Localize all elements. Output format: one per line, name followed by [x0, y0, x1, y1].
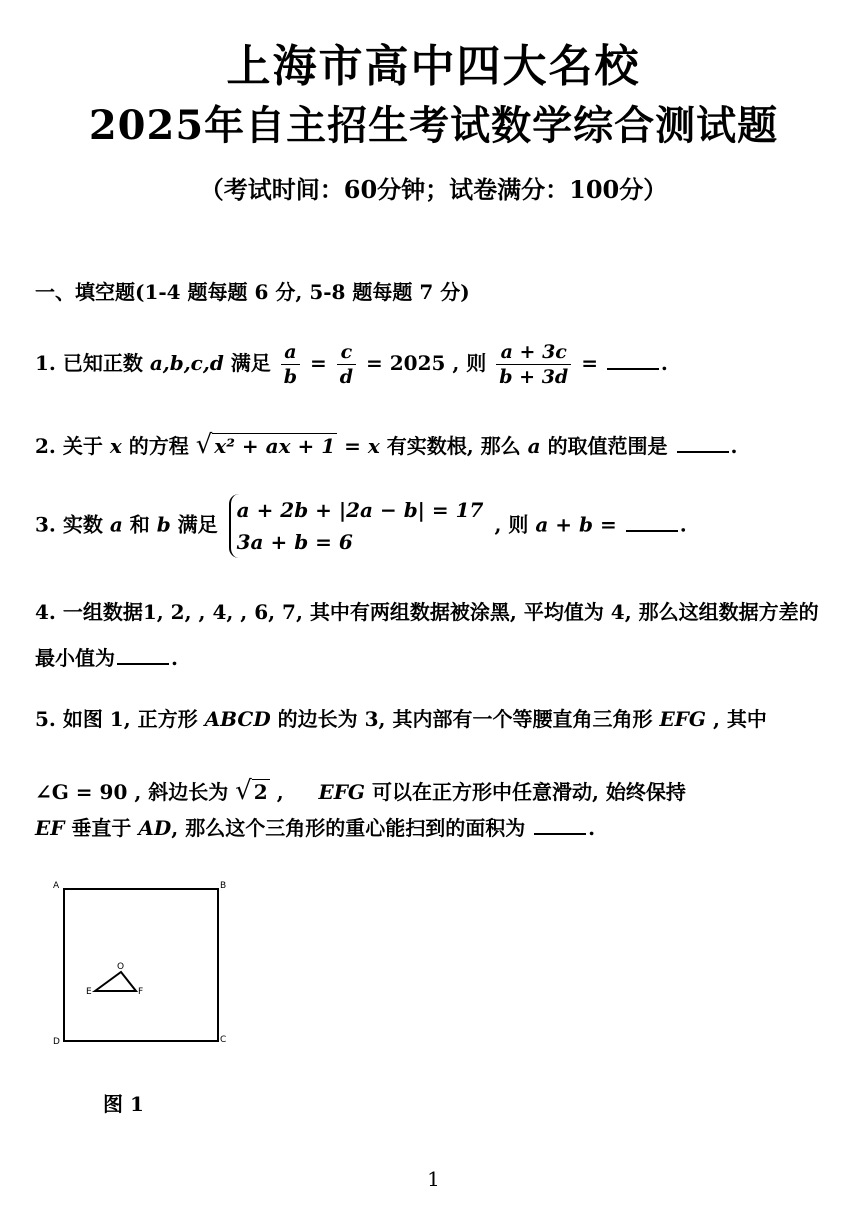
q1-frac2-num: c	[337, 340, 356, 365]
q1-eq1: =	[310, 351, 327, 375]
label-c: C	[220, 1035, 227, 1045]
q4-line2: 最小值为	[35, 646, 115, 670]
q4-end: .	[171, 646, 178, 670]
page-number: 1	[427, 1167, 440, 1191]
title-line-1: 上海市高中四大名校	[226, 41, 641, 92]
q1-vars: a,b,c,d	[149, 351, 224, 375]
q5-line1-c: , 其中	[712, 707, 767, 731]
q1-frac1-num: a	[281, 340, 300, 365]
section-heading: 一、填空题(1-4 题每题 6 分, 5-8 题每题 7 分)	[35, 280, 470, 304]
sqrt-sign-icon: √	[195, 430, 213, 460]
label-d: D	[53, 1037, 60, 1047]
q3-and: 和	[129, 512, 150, 537]
q5-triangle-2: EFG	[318, 780, 366, 804]
q5-square: ABCD	[204, 707, 271, 731]
q5-end: .	[588, 816, 596, 840]
sqrt-sign-icon: √	[235, 776, 252, 806]
q3-eq-line-2: 3a + b = 6	[236, 530, 353, 554]
label-b: B	[220, 881, 227, 891]
q1-frac3-num: a + 3c	[496, 340, 571, 365]
q1-frac2-den: d	[339, 366, 354, 388]
label-o: O	[117, 962, 125, 972]
label-e: E	[86, 987, 92, 997]
q5-line2-c: 可以在正方形中任意滑动, 始终保持	[371, 780, 686, 804]
q5-line2-a: ∠G = 90 , 斜边长为	[35, 780, 229, 804]
q1-frac3-den: b + 3d	[499, 366, 569, 388]
q2-var: x	[109, 434, 122, 458]
q2-var2: a	[527, 434, 541, 458]
q1-prefix: 1. 已知正数	[35, 351, 143, 375]
triangle-efg	[95, 972, 136, 991]
q1-cond: 满足	[230, 351, 271, 375]
q2-end: .	[730, 434, 738, 458]
q1-eq2: = 2025 , 则	[366, 351, 487, 375]
q5-sqrt2: 2	[253, 780, 268, 804]
label-a: A	[53, 881, 60, 891]
q1-eq3: =	[581, 351, 598, 375]
q2-prefix: 2. 关于	[35, 434, 103, 458]
q3-end: .	[679, 512, 687, 537]
q5-line1-b: 的边长为 3, 其内部有一个等腰直角三角形	[277, 707, 653, 731]
q1-end: .	[660, 351, 668, 375]
q3-cond: 满足	[177, 512, 218, 537]
q5-triangle: EFG	[659, 707, 706, 731]
q3-expr: a + b =	[535, 512, 617, 537]
q5-line2-b: ,	[276, 780, 284, 804]
q3-var-b: b	[156, 512, 171, 537]
q3-var-a: a	[109, 512, 123, 537]
question-4-line-1: 4. 一组数据1, 2, , 4, , 6, 7, 其中有两组数据被涂黑, 平均值为 4, 那么这组数据方差的	[35, 600, 819, 624]
title-line-2: 2025年自主招生考试数学综合测试题	[88, 102, 779, 149]
q2-rest: 有实数根, 那么	[386, 434, 521, 458]
q5-line3-d: , 那么这个三角形的重心能扫到的面积为	[171, 816, 526, 840]
q5-ad: AD	[138, 816, 172, 840]
figure-caption: 图 1	[103, 1092, 144, 1116]
q1-frac1-den: b	[283, 366, 298, 388]
q3-eq-line-1: a + 2b + |2a − b| = 17	[236, 498, 484, 522]
label-f: F	[138, 987, 144, 997]
q3-prefix: 3. 实数	[35, 512, 103, 537]
q2-tail: 的取值范围是	[547, 434, 668, 458]
q5-line1-a: 5. 如图 1, 正方形	[35, 707, 198, 731]
square-abcd	[64, 889, 218, 1041]
q5-ef: EF	[35, 816, 65, 840]
q3-then: , 则	[494, 512, 529, 537]
q5-line3-b: 垂直于	[71, 816, 132, 840]
q2-radicand: x² + ax + 1	[214, 434, 336, 458]
q2-eq: = x	[344, 434, 380, 458]
q2-mid: 的方程	[128, 434, 189, 458]
exam-subtitle: （考试时间：60分钟；试卷满分：100分）	[199, 175, 668, 204]
